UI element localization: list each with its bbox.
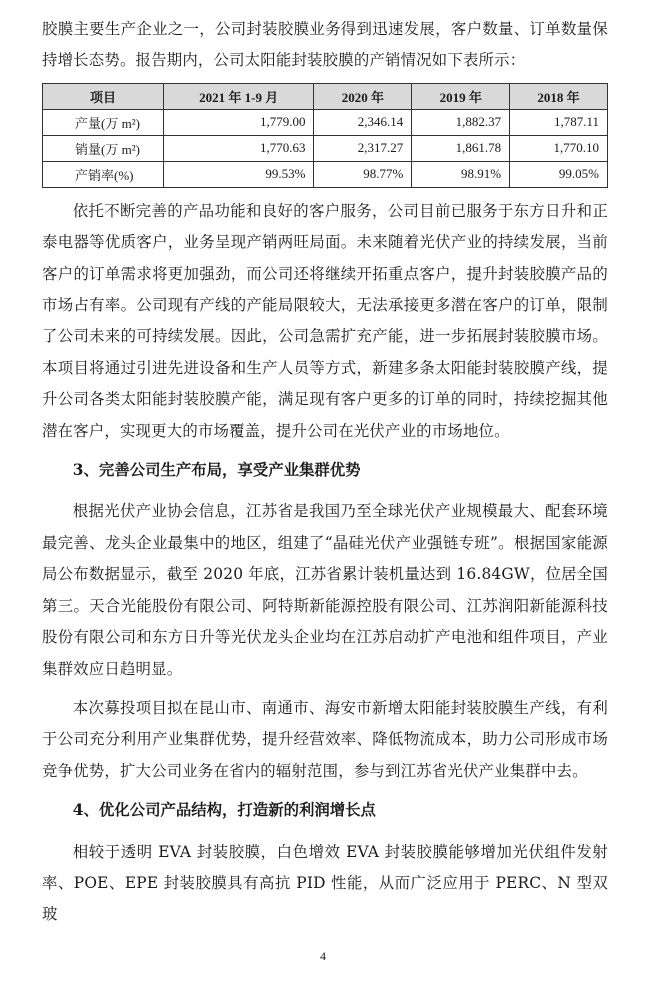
header-cell: 2020 年 [314, 83, 412, 109]
table-cell: 1,787.11 [510, 109, 608, 135]
row-label: 产销率(%) [43, 161, 164, 187]
table-cell: 98.77% [314, 161, 412, 187]
body-paragraph: 相较于透明 EVA 封装胶膜，白色增效 EVA 封装胶膜能够增加光伏组件发射率、POE、EPE 封装胶膜具有高抗 PID 性能，从而广泛应用于 PERC、N 型双玻 [42, 842, 608, 924]
row-label: 产量(万 m²) [43, 109, 164, 135]
section-heading: 3、完善公司生产布局，享受产业集群优势 [72, 461, 361, 480]
header-cell: 2021 年 1-9 月 [164, 83, 314, 109]
table-header-row [43, 83, 608, 109]
table-cell: 99.53% [164, 161, 314, 187]
intro-paragraph: 胶膜主要生产企业之一，公司封装胶膜业务得到迅速发展，客户数量、订单数量保持增长态势。报告期内，公司太阳能封装胶膜的产销情况如下表所示： [42, 20, 608, 70]
table-cell: 1,779.00 [164, 109, 314, 135]
header-cell: 项目 [43, 83, 164, 109]
body-paragraph: 依托不断完善的产品功能和良好的客户服务，公司目前已服务于东方日升和正泰电器等优质客户，业务呈现产销两旺局面。未来随着光伏产业的持续发展，当前客户的订单需求将更加强劲，而公司还将继续开拓重点客户，提升封装胶膜产品的市场占有率。公司现有产线的产能局限较大，无法承接更多潜在客户的订单，限制了公司未来的可持续发展。因此，公司急需扩充产能，进一步拓展封装胶膜市场。本项目将通过引进先进设备和生产人员等方式，新建多条太阳能封装胶膜产线，提升公司各类太阳能封装胶膜产能，满足现有客户更多的订单的同时，持续挖掘其他潜在客户，实现更大的市场覆盖，提升公司在光伏产业的市场地位。 [42, 201, 608, 440]
row-label: 销量(万 m²) [43, 135, 164, 161]
table-cell: 99.05% [510, 161, 608, 187]
table-row [43, 135, 608, 161]
table-row [43, 109, 608, 135]
table-cell: 1,770.63 [164, 135, 314, 161]
document-page [42, 14, 608, 931]
production-sales-table [42, 83, 608, 188]
header-cell: 2018 年 [510, 83, 608, 109]
section-heading: 4、优化公司产品结构，打造新的利润增长点 [72, 801, 376, 820]
table-cell: 1,770.10 [510, 135, 608, 161]
table-cell: 1,861.78 [412, 135, 510, 161]
body-paragraph: 根据光伏产业协会信息，江苏省是我国乃至全球光伏产业规模最大、配套环境最完善、龙头企业最集中的地区，组建了“晶硅光伏产业强链专班”。根据国家能源局公布数据显示，截至 2020 年底，江苏省累计装机量达到 16.84GW，位居全国第三。天合光能股份有限公司、阿特斯新能源控股有限公司、江苏润阳新能源科技股份有限公司和东方日升等光伏龙头企业均在江苏启动扩产电池和组件项目，产业集群效应日趋明显。 [42, 502, 608, 678]
table-row [43, 161, 608, 187]
body-paragraph: 本次募投项目拟在昆山市、南通市、海安市新增太阳能封装胶膜生产线，有利于公司充分利用产业集群优势，提升经营效率、降低物流成本，助力公司形成市场竞争优势，扩大公司业务在省内的辐射范围，参与到江苏省光伏产业集群中去。 [42, 698, 608, 780]
table-cell: 2,346.14 [314, 109, 412, 135]
table-cell: 1,882.37 [412, 109, 510, 135]
table-cell: 98.91% [412, 161, 510, 187]
table-cell: 2,317.27 [314, 135, 412, 161]
header-cell: 2019 年 [412, 83, 510, 109]
page-number: 4 [320, 949, 326, 963]
